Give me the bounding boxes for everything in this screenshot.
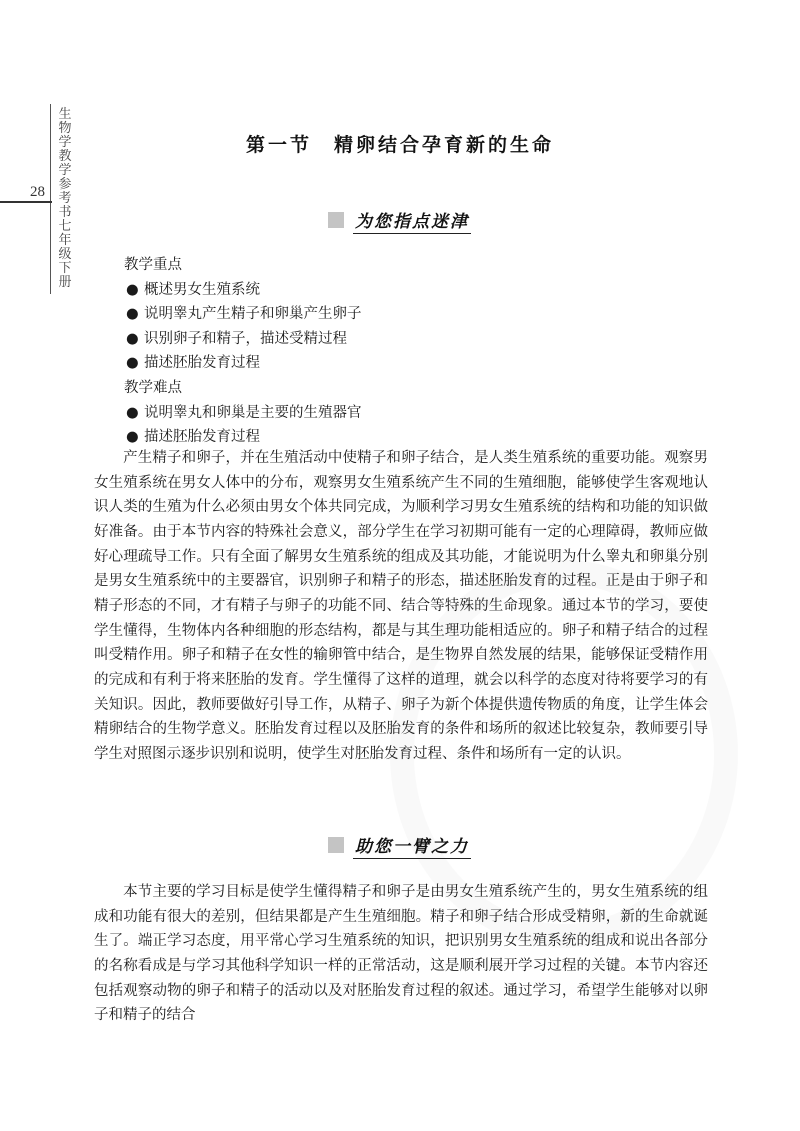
body-paragraph [94,446,708,816]
margin-horizontal-rule [0,201,52,203]
bullet-icon: ● [126,355,139,372]
banner-assistance-label: 助您一臂之力 [353,832,471,859]
list-item: ● 描述胚胎发育过程 [124,425,704,450]
section-name: 精卵结合孕育新的生命 [334,134,555,156]
banner-square-icon [328,212,344,228]
banner-guidance-label: 为您指点迷津 [353,207,471,234]
section-title [0,130,800,157]
list-item: ● 说明睾丸和卵巢是主要的生殖器官 [124,401,704,426]
bullet-icon: ● [126,330,139,347]
body-paragraph [94,880,708,1052]
difficult-points-heading: 教学难点 [124,379,182,396]
teaching-points [124,253,704,450]
list-item: ● 概述男女生殖系统 [124,278,704,303]
bullet-icon: ● [126,404,139,421]
book-title-vertical: 生物学教学参考书七年级下册 [58,107,72,290]
banner-square-icon [328,837,344,853]
banner-assistance [328,833,471,857]
paragraph-text: 产生精子和卵子，并在生殖活动中使精子和卵子结合，是人类生殖系统的重要功能。观察男女生殖系统在男女人体中的分布，观察男女生殖系统产生不同的生殖细胞，能够使学生客观地认识人类的生殖为什么必须由男女个体共同完成，为顺利学习男女生殖系统的结构和功能的知识做好准备。由于本节内容的特殊社会意义，部分学生在学习初期可能有一定的心理障碍，教师应做好心理疏导工作。只有全面了解男女生殖系统的组成及其功能，才能说明为什么睾丸和卵巢分别是男女生殖系统中的主要器官，识别卵子和精子的形态，描述胚胎发育的过程。正是由于卵子和精子形态的不同，才有精子与卵子的功能不同、结合等特殊的生命现象。通过本节的学习，要使学生懂得，生物体内各种细胞的形态结构，都是与其生理功能相适应的。卵子和精子结合的过程叫受精作用。卵子和精子在女性的输卵管中结合，是生物界自然发展的结果，能够保证受精作用的完成和有利于将来胚胎的发育。学生懂得了这样的道理，就会以科学的态度对待将要学习的有关知识。因此，教师要做好引导工作，从精子、卵子为新个体提供遗传物质的角度，让学生体会精卵结合的生物学意义。胚胎发育过程以及胚胎发育的条件和场所的叙述比较复杂，教师要引导学生对照图示逐步识别和说明，使学生对胚胎发育过程、条件和场所有一定的认识。 [94,450,708,762]
section-number: 第一节 [245,134,312,156]
list-item: ● 识别卵子和精子，描述受精过程 [124,327,704,352]
key-points-heading: 教学重点 [124,257,182,273]
bullet-icon: ● [126,306,139,323]
bullet-icon: ● [126,429,139,446]
page-number: 28 [30,184,45,200]
paragraph-text: 本节主要的学习目标是使学生懂得精子和卵子是由男女生殖系统产生的，男女生殖系统的组成和功能有很大的差别，但结果都是产生生殖细胞。精子和卵子结合形成受精卵，新的生命就诞生了。端正学习态度，用平常心学习生殖系统的知识，把识别男女生殖系统的组成和说出各部分的名称看成是与学习其他科学知识一样的正常活动，这是顺利展开学习过程的关键。本节内容还包括观察动物的卵子和精子的活动以及对胚胎发育过程的叙述。通过学习，希望学生能够对以卵子和精子的结合 [94,884,708,1024]
list-item: ● 说明睾丸产生精子和卵巢产生卵子 [124,302,704,327]
bullet-icon: ● [126,281,139,298]
list-item: ● 描述胚胎发育过程 [124,351,704,376]
banner-guidance [328,208,471,232]
